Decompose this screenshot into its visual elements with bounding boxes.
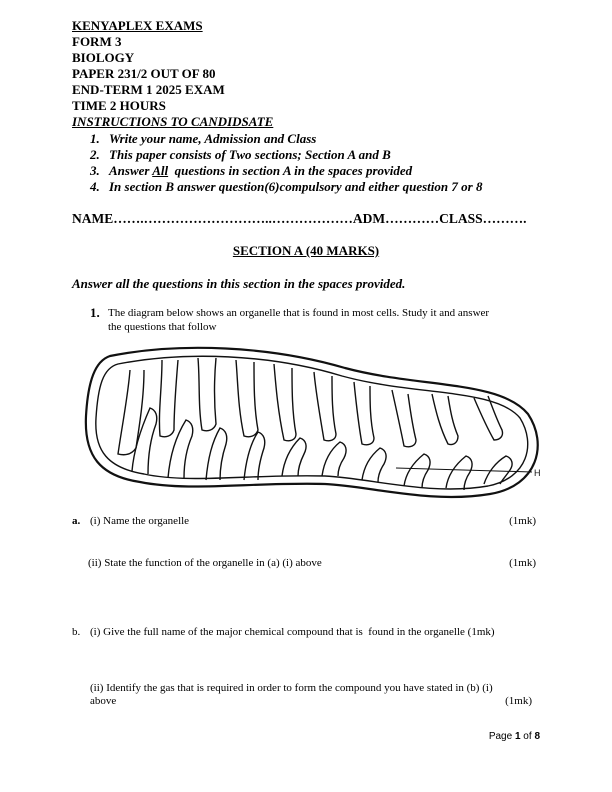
question-part: (ii) Identify the gas that is required in order to form the compound you have stated in (b) (i) above (1mk)	[90, 682, 532, 707]
question-number: 1.	[90, 305, 100, 320]
page-number: Page 1 of 8	[488, 731, 540, 742]
question-text: the questions that follow	[108, 321, 217, 333]
section-a-title: SECTION A (40 MARKS)	[232, 243, 380, 258]
diagram-label-h: H	[534, 468, 541, 478]
question-part: (ii) State the function of the organelle in (a) (i) above (1mk)	[88, 557, 536, 569]
candidate-details-line: NAME…….………………………..………………ADM…………CLASS……….	[72, 211, 527, 226]
time-label: TIME 2 HOURS	[72, 98, 166, 113]
instruction-item: 3. Answer All questions in section A in the spaces provided	[90, 163, 413, 178]
instruction-item: 1. Write your name, Admission and Class	[90, 131, 317, 146]
question-part: a. (i) Name the organelle (1mk)	[72, 515, 536, 527]
exam-body-title: KENYAPLEX EXAMS	[72, 18, 203, 33]
question-text: The diagram below shows an organelle that is found in most cells. Study it and answer	[108, 307, 490, 319]
instruction-item: 2. This paper consists of Two sections; Section A and B	[90, 147, 391, 162]
form-label: FORM 3	[72, 34, 122, 49]
paper-label: PAPER 231/2 OUT OF 80	[72, 66, 216, 81]
question-part: b. (i) Give the full name of the major chemical compound that is found in the organelle (1mk)	[72, 626, 495, 638]
mitochondrion-diagram	[70, 336, 550, 508]
subject-label: BIOLOGY	[72, 50, 135, 65]
instruction-item: 4. In section B answer question(6)compulsory and either question 7 or 8	[90, 179, 483, 194]
instructions-title: INSTRUCTIONS TO CANDIDSATE	[72, 114, 274, 129]
term-label: END-TERM 1 2025 EXAM	[72, 82, 225, 97]
section-a-instruction: Answer all the questions in this section in the spaces provided.	[72, 276, 406, 291]
